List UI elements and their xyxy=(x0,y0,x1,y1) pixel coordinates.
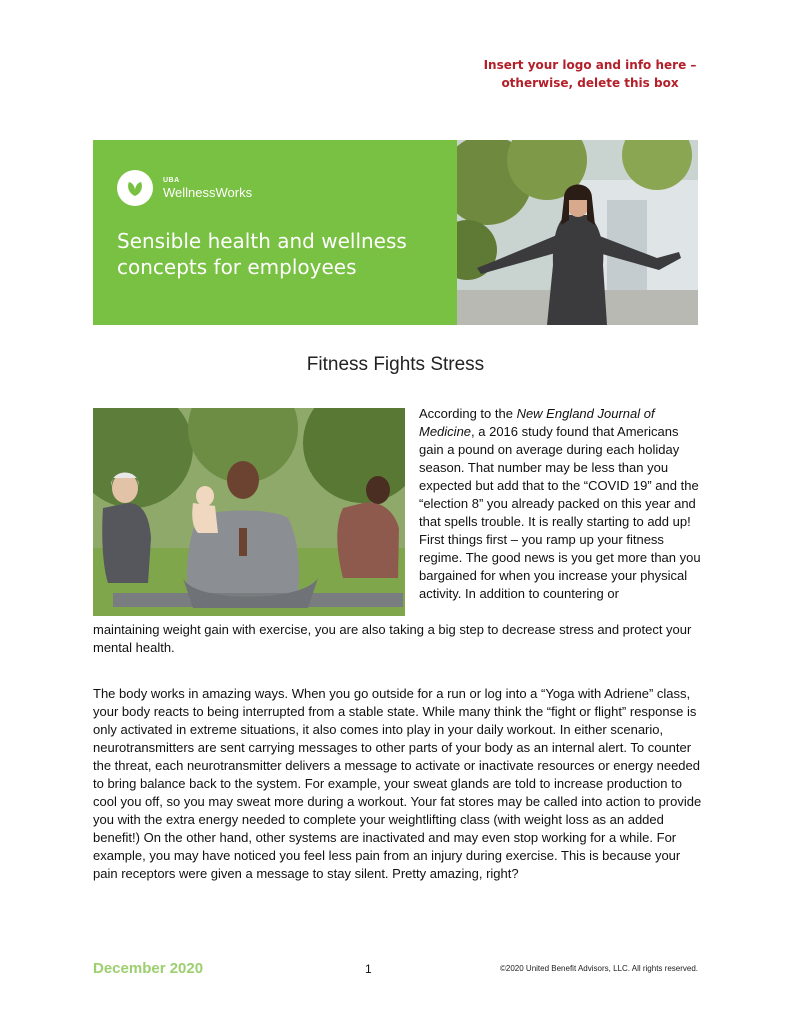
tagline-line1: Sensible health and wellness xyxy=(117,229,407,253)
paragraph-1-wrapped xyxy=(419,405,704,603)
leaf-icon xyxy=(117,170,153,206)
logo-placeholder-note xyxy=(470,56,710,92)
logo-note-line2: otherwise, delete this box xyxy=(501,76,679,90)
woman-outdoors-photo xyxy=(457,140,698,325)
journal-name: New England Journal of Medicine xyxy=(419,406,655,439)
para1-intro: According to the xyxy=(419,406,517,421)
article-title: Fitness Fights Stress xyxy=(306,354,485,375)
brand-logo xyxy=(117,168,252,208)
logo-note-line1: Insert your logo and info here – xyxy=(483,58,697,72)
brand-name: WellnessWorks xyxy=(163,185,253,200)
brand-small-text: UBA xyxy=(163,177,180,184)
banner-tagline xyxy=(117,228,447,280)
tagline-line2: concepts for employees xyxy=(117,255,357,279)
page-number: 1 xyxy=(365,962,372,976)
header-banner xyxy=(93,140,698,325)
footer-date: December 2020 xyxy=(93,960,204,977)
group-yoga-photo xyxy=(93,408,405,616)
footer-copyright: ©2020 United Benefit Advisors, LLC. All rights reserved. xyxy=(500,964,698,973)
paragraph-1-continued: maintaining weight gain with exercise, you are also taking a big step to decrease stress and protect your mental health. xyxy=(93,622,692,655)
paragraph-2: The body works in amazing ways. When you go outside for a run or log into a “Yoga with Adriene” class, your body reacts to being interrupted from a stable state. While many think the “fight or flight” response is only activated in extreme situations, it also comes into play in your daily workout. In either scenario, neurotransmitters are sent carrying messages to other parts of your body as an internal alert. To counter the threat, each neurotransmitter delivers a message to activate or inactivate resources or energy needed to bring balance back to the system. For example, your sweat glands are told to increase production to cool you off, so you may sweat more during a workout. Your fat stores may be called into action to provide you with the extra energy needed to complete your weightlifting class (with weight loss as an added benefit!) On the other hand, other systems are inactivated and may even stop working for a while. For example, you may have noticed you feel less pain from an injury during exercise. This is because your pain receptors were given a message to stay silent. Pretty amazing, right? xyxy=(93,686,702,881)
para1-wrapped-text: , a 2016 study found that Americans gain a pound on average during each holiday season. That number may be less than you expected but add that to the “COVID 19” and the “election 8” you already packed on this year and that spells trouble. It is really starting to add up! First things first – you ramp up your fitness regime. The good news is you get more than you bargained for when you increase your physical activity. In addition to countering or xyxy=(419,424,701,601)
